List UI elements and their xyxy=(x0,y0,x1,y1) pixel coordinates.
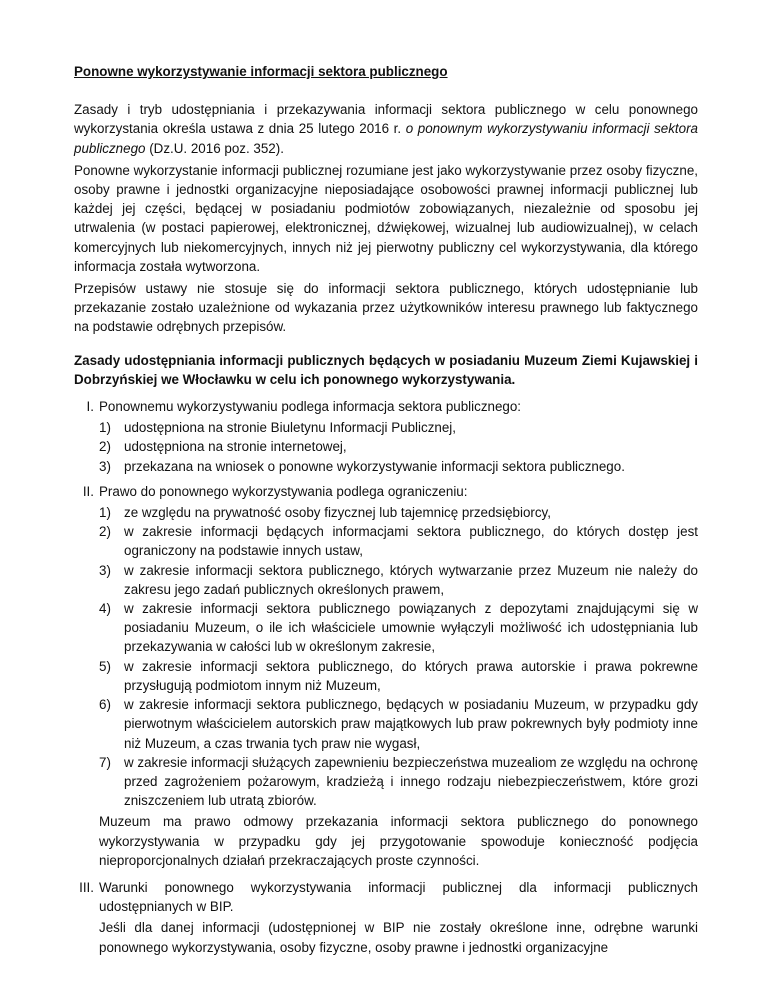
item-text: w zakresie informacji będących informacjami sektora publicznego, do których dostęp jest ograniczony na podstawie innych ustaw, xyxy=(124,524,698,559)
item-number: 1) xyxy=(99,505,111,521)
item-text: w zakresie informacji sektora publicznego, do których prawa autorskie i prawa pokrewne przysługują podmiotom innym niż Muzeum, xyxy=(124,658,698,693)
item-number: 7) xyxy=(99,754,111,770)
item-number: 4) xyxy=(99,601,111,617)
section-number: I. xyxy=(86,399,94,415)
section-3 xyxy=(74,878,698,957)
section-number: II. xyxy=(82,483,94,499)
item-number: 6) xyxy=(99,697,111,713)
item-text: przekazana na wniosek o ponowne wykorzystywanie informacji sektora publicznego. xyxy=(124,458,625,474)
rules-heading: Zasady udostępniania informacji publicznych będących w posiadaniu Muzeum Ziemi Kujawskiej i Dobrzyńskiej we Włocławku w celu ich ponownego wykorzystywania. xyxy=(74,352,698,387)
list-item xyxy=(99,418,698,437)
item-text: w zakresie informacji służących zapewnieniu bezpieczeństwa muzealiom ze względu na ochronę przed zagrożeniem pożarowym, kradzieżą i innego rodzaju niebezpieczeństwem, które grozi zniszczeniem lub utratą zbiorów. xyxy=(124,754,698,809)
document-title: Ponowne wykorzystywanie informacji sektora publicznego xyxy=(74,64,448,79)
section-text: Ponownemu wykorzystywaniu podlega informacja sektora publicznego: xyxy=(99,399,522,415)
intro-paragraph-3: Przepisów ustawy nie stosuje się do informacji sektora publicznego, których udostępnianie lub przekazanie zostało uzależnione od wykazania przez użytkowników interesu prawnego lub faktycznego na podstawie odrębnych przepisów. xyxy=(74,281,698,335)
item-number: 2) xyxy=(99,439,111,455)
item-text: udostępniona na stronie Biuletynu Informacji Publicznej, xyxy=(124,420,456,436)
list-item xyxy=(99,599,698,657)
section-text: Warunki ponownego wykorzystywania informacji publicznej dla informacji publicznych udostępnianych w BIP. xyxy=(99,879,698,915)
list-item xyxy=(99,561,698,599)
act-title: o ponownym wykorzystywaniu informacji sektora publicznego xyxy=(74,121,698,156)
intro-paragraph-1 xyxy=(74,100,698,158)
list-item xyxy=(99,437,698,456)
item-text: w zakresie informacji sektora publicznego, których wytwarzanie przez Muzeum nie należy do zakresu jego zadań publicznych określonych prawem, xyxy=(124,562,698,597)
item-number: 5) xyxy=(99,658,111,674)
section-text: Prawo do ponownego wykorzystywania podlega ograniczeniu: xyxy=(99,483,468,499)
section-2 xyxy=(74,482,698,870)
section-1-list xyxy=(99,418,698,476)
section-number: III. xyxy=(79,879,94,895)
item-number: 2) xyxy=(99,524,111,540)
section-1 xyxy=(74,397,698,476)
list-item xyxy=(99,522,698,560)
list-item xyxy=(99,753,698,811)
list-item xyxy=(99,695,698,753)
intro-p1-citation: (Dz.U. 2016 poz. 352). xyxy=(145,140,284,156)
intro-p1-text: Zasady i tryb udostępniania i przekazywania informacji sektora publicznego w celu ponownego wykorzystania określa ustawa z dnia 25 lutego 2016 r. xyxy=(74,102,698,137)
item-number: 1) xyxy=(99,420,111,436)
list-item xyxy=(99,657,698,695)
list-item xyxy=(99,503,698,522)
bip-conditions-note: Jeśli dla danej informacji (udostępnionej w BIP nie zostały określone inne, odrębne warunki ponownego wykorzystywania, osoby fizyczne, osoby prawne i jednostki organizacyjne xyxy=(99,920,698,955)
item-number: 3) xyxy=(99,458,111,474)
item-text: w zakresie informacji sektora publicznego, będących w posiadaniu Muzeum, w przypadku gdy pierwotnym właścicielem autorskich praw majątkowych lub praw pokrewnych były podmioty inne niż Muzeum, a czas trwania tych praw nie wygasł, xyxy=(124,697,698,751)
item-text: w zakresie informacji sektora publicznego powiązanych z depozytami znajdującymi się w posiadaniu Muzeum, o ile ich właściciele umownie wyłączyli możliwość ich udostępniania lub przekazywania w całości lub w określonym zakresie, xyxy=(124,601,698,655)
item-text: udostępniona na stronie internetowej, xyxy=(124,439,347,455)
list-item xyxy=(99,457,698,476)
section-2-list xyxy=(99,503,698,810)
refusal-note: Muzeum ma prawo odmowy przekazania informacji sektora publicznego do ponownego wykorzystywania w przypadku gdy jej przygotowanie spowoduje konieczność podjęcia nieproporcjonalnych działań przekraczających proste czynności. xyxy=(99,814,698,868)
intro-paragraph-2: Ponowne wykorzystanie informacji publicznej rozumiane jest jako wykorzystywanie przez osoby fizyczne, osoby prawne i jednostki organizacyjne nieposiadające osobowości prawnej informacji publicznej lub każdej jej części, będącej w posiadaniu podmiotów zobowiązanych, niezależnie od sposobu jej utrwalenia (w postaci papierowej, elektronicznej, dźwiękowej, wizualnej lub audiowizualnej), w celach komercyjnych lub niekomercyjnych, innych niż jej pierwotny publiczny cel wykorzystywania, dla którego informacja została wytworzona. xyxy=(74,162,698,274)
item-number: 3) xyxy=(99,562,111,578)
item-text: ze względu na prywatność osoby fizycznej lub tajemnicę przedsiębiorcy, xyxy=(124,505,551,521)
